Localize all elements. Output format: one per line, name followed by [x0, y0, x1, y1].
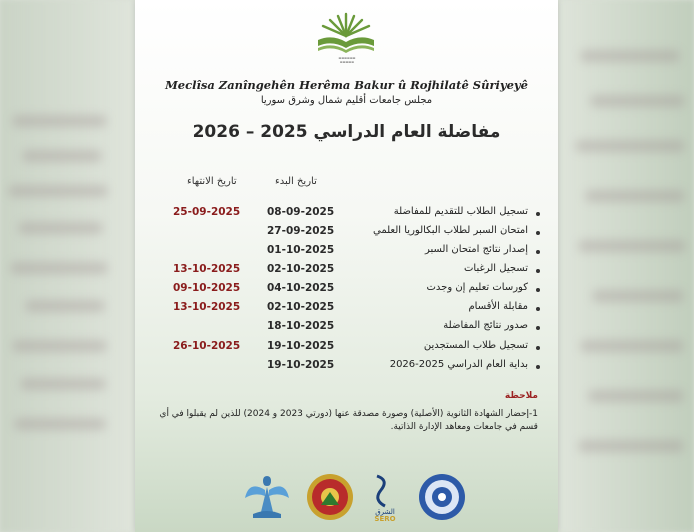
- bullet-icon: [536, 250, 540, 254]
- university-seal-icon: [417, 472, 467, 522]
- schedule-label: بداية العام الدراسي 2025-2026: [389, 359, 528, 370]
- council-name-arabic: مجلس جامعات أقليم شمال وشرق سوريا: [260, 95, 433, 106]
- note-heading: ملاحظة: [504, 391, 538, 401]
- schedule-start-date: 02-10-2025: [267, 301, 335, 313]
- schedule-label: امتحان السبر لطلاب البكالوريا العلمي: [373, 225, 528, 236]
- schedule-label: تسجيل الرغبات: [464, 263, 528, 274]
- schedule-start-date: 19-10-2025: [267, 359, 335, 371]
- schedule-label: تسجيل طلاب المستجدين: [423, 340, 528, 351]
- schedule-row: [135, 359, 558, 378]
- schedule-end-date: 09-10-2025: [173, 282, 241, 294]
- schedule-label: تسجيل الطلاب للتقديم للمفاضلة: [393, 206, 528, 217]
- schedule-row: [135, 206, 558, 225]
- schedule-start-date: 08-09-2025: [267, 206, 335, 218]
- schedule-label: إصدار نتائج امتحان السبر: [424, 244, 528, 255]
- schedule-end-date: 13-10-2025: [173, 301, 241, 313]
- bullet-icon: [536, 288, 540, 292]
- schedule-start-date: 19-10-2025: [267, 340, 335, 352]
- column-header-end: تاريخ الانتهاء: [187, 176, 237, 187]
- bullet-icon: [536, 326, 540, 330]
- sharq-text: الشرق: [375, 508, 395, 516]
- schedule-end-date: 13-10-2025: [173, 263, 241, 275]
- note-text: 1-إحضار الشهادة الثانوية (الأصلية) وصورة مصدقة عنها (دورتي 2023 و 2024) للذين لم يقبلوا في أي قسم في جامعات ومعاهد الإدارة الذاتية.: [159, 409, 538, 432]
- emblem-logo-icon: [305, 472, 355, 522]
- page-title: مفاضلة العام الدراسي 2025 – 2026: [192, 122, 501, 142]
- schedule-label: كورسات تعليم إن وجدت: [426, 282, 528, 293]
- sero-sharq-logo-icon: [367, 472, 403, 522]
- schedule-start-date: 18-10-2025: [267, 320, 335, 332]
- council-name-latin: Meclîsa Zanîngehên Herêma Bakur û Rojhilatê Sûriyeyê: [165, 78, 528, 92]
- schedule-row: [135, 340, 558, 359]
- bullet-icon: [536, 231, 540, 235]
- schedule-row: [135, 320, 558, 339]
- angel-logo-icon: [243, 470, 291, 522]
- schedule-start-date: 04-10-2025: [267, 282, 335, 294]
- bullet-icon: [536, 365, 540, 369]
- schedule-start-date: 02-10-2025: [267, 263, 335, 275]
- poster: [135, 0, 558, 532]
- council-logo-icon: [310, 10, 382, 60]
- sero-text: SERO: [374, 515, 396, 522]
- schedule-end-date: 25-09-2025: [173, 206, 241, 218]
- schedule-start-date: 01-10-2025: [267, 244, 335, 256]
- bullet-icon: [536, 212, 540, 216]
- schedule-start-date: 27-09-2025: [267, 225, 335, 237]
- column-header-start: تاريخ البدء: [275, 176, 317, 187]
- schedule-row: [135, 263, 558, 282]
- schedule-row: [135, 301, 558, 320]
- bullet-icon: [536, 269, 540, 273]
- schedule-end-date: 26-10-2025: [173, 340, 241, 352]
- bullet-icon: [536, 346, 540, 350]
- schedule-row: [135, 244, 558, 263]
- logo-caption-text: ▬▬▬▬▬▬ ▬▬▬▬▬: [338, 56, 356, 64]
- schedule-label: مقابلة الأقسام: [468, 301, 528, 312]
- bullet-icon: [536, 307, 540, 311]
- schedule-row: [135, 225, 558, 244]
- schedule-label: صدور نتائج المفاضلة: [443, 320, 528, 331]
- schedule-row: [135, 282, 558, 301]
